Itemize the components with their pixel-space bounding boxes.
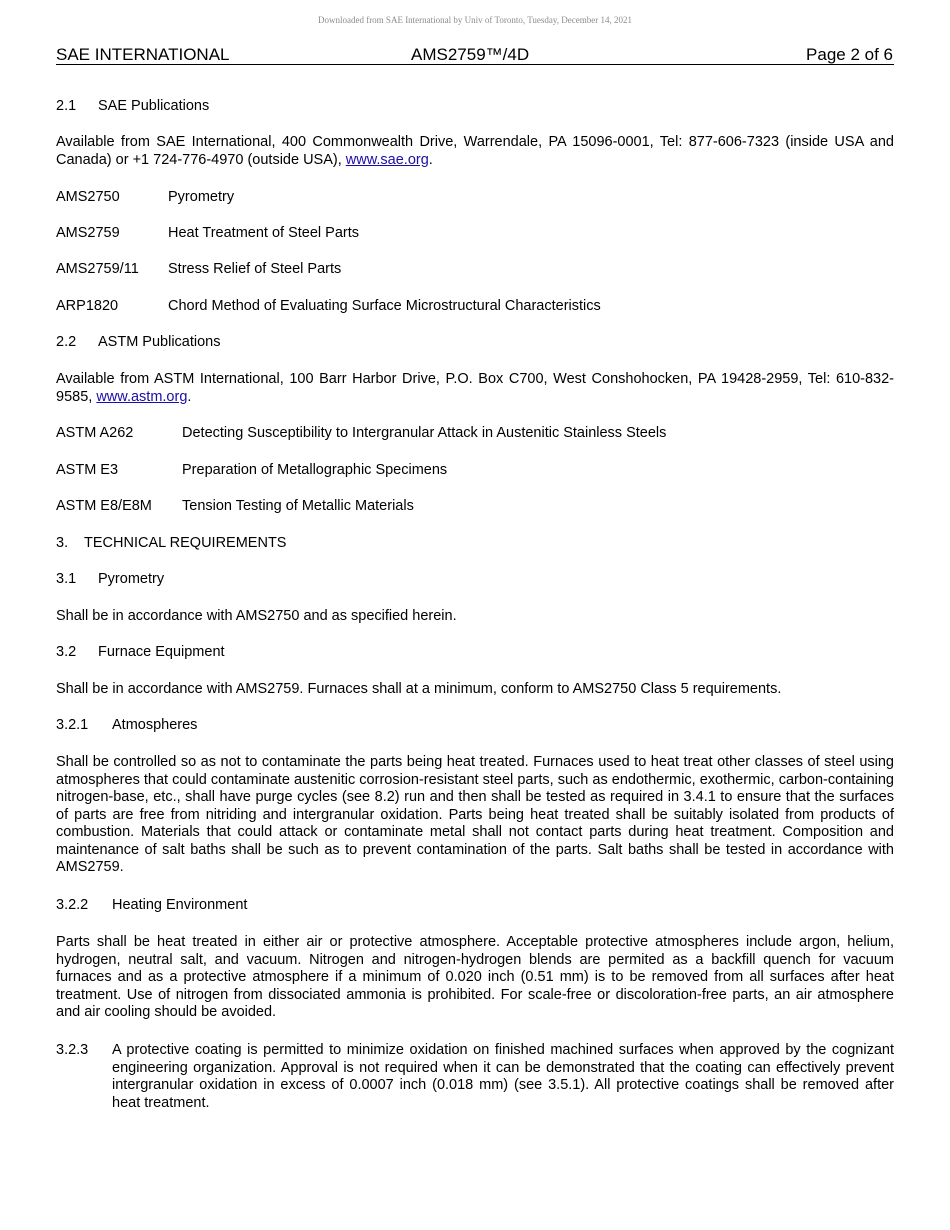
section-title: Atmospheres bbox=[112, 717, 198, 733]
header-rule bbox=[56, 64, 894, 65]
header-org: SAE INTERNATIONAL bbox=[56, 45, 230, 64]
section-number: 3.1 bbox=[56, 571, 77, 587]
section-3-2-3 bbox=[56, 1042, 894, 1112]
reference-title: Tension Testing of Metallic Materials bbox=[182, 498, 414, 514]
reference-row bbox=[56, 298, 894, 316]
astm-website-link[interactable]: www.astm.org bbox=[96, 388, 188, 405]
section-number: 3. bbox=[56, 535, 69, 551]
section-title: Heating Environment bbox=[112, 897, 248, 913]
reference-row bbox=[56, 261, 894, 279]
section-number: 2.1 bbox=[56, 98, 77, 114]
section-3-2-heading bbox=[56, 644, 894, 662]
reference-title: Heat Treatment of Steel Parts bbox=[168, 225, 360, 241]
reference-code: ASTM A262 bbox=[56, 425, 134, 441]
sae-website-link[interactable]: www.sae.org bbox=[345, 151, 429, 168]
section-number: 2.2 bbox=[56, 334, 77, 350]
section-3-2-1-body: Shall be controlled so as not to contaminate the parts being heat treated. Furnaces used to heat treat other classes of steel using atmospheres that could contaminate austenitic corrosion-resistant steel parts, such as endothermic, exothermic, carbon-containing nitrogen-base, etc., shall have purge cycles (see 8.2) run and then shall be tested as required in 3.4.1 to ensure that the surfaces of parts are free from nitriding and intergranular oxidation. Parts being heat treated shall be suitably isolated from products of combustion. Materials that could attack or contaminate metal shall not contact parts during heat treatment. Composition and maintenance of salt baths shall be such as to prevent contamination of the parts. Salt baths shall be tested in accordance with AMS2759. bbox=[56, 754, 894, 875]
section-number: 3.2.3 bbox=[56, 1042, 89, 1058]
section-title: SAE Publications bbox=[98, 98, 210, 114]
reference-code: ASTM E3 bbox=[56, 462, 119, 478]
section-title: Pyrometry bbox=[98, 571, 165, 587]
section-2-2-heading bbox=[56, 334, 894, 352]
header-doc-number: AMS2759™/4D bbox=[411, 45, 530, 64]
reference-row bbox=[56, 189, 894, 207]
section-3-2-body: Shall be in accordance with AMS2759. Furnaces shall at a minimum, conform to AMS2750 Class 5 requirements. bbox=[56, 681, 782, 697]
section-3-2-1-heading bbox=[56, 717, 894, 735]
reference-code: AMS2750 bbox=[56, 189, 120, 205]
section-3-heading bbox=[56, 535, 894, 553]
reference-row bbox=[56, 498, 894, 516]
reference-code: AMS2759/11 bbox=[56, 261, 139, 277]
section-3-2-2-body: Parts shall be heat treated in either air or protective atmosphere. Acceptable protective atmospheres include argon, helium, hydrogen, neutral salt, and vacuum. Nitrogen and nitrogen-hydrogen blends are permited as a backfill quench for vacuum furnaces and as a protective atmosphere if a minimum of 0.020 inch (0.51 mm) is to be removed from all surfaces after heat treatment. Use of nitrogen from dissociated ammonia is prohibited. For scale-free or discoloration-free parts, an air atmosphere and air cooling should be avoided. bbox=[56, 934, 894, 1020]
section-title: ASTM Publications bbox=[98, 334, 221, 350]
reference-code: AMS2759 bbox=[56, 225, 120, 241]
header-page-number: Page 2 of 6 bbox=[806, 45, 893, 64]
section-3-1-heading bbox=[56, 571, 894, 589]
reference-row bbox=[56, 462, 894, 480]
section-number: 3.2.1 bbox=[56, 717, 89, 733]
section-3-2-3-body: A protective coating is permitted to minimize oxidation on finished machined surfaces when approved by the cognizant engineering organization. Approval is not required when it can be demonstrated that the coating can effectively prevent intergranular oxidation in excess of 0.0007 inch (0.018 mm) (see 3.5.1). All protective coatings shall be removed after heat treatment. bbox=[112, 1042, 894, 1111]
astm-availability-paragraph: Available from ASTM International, 100 Barr Harbor Drive, P.O. Box C700, West Conshohocken, PA 19428-2959, Tel: 610-832-9585, www.astm.org. bbox=[56, 371, 894, 405]
sae-availability-paragraph: Available from SAE International, 400 Commonwealth Drive, Warrendale, PA 15096-0001, Tel: 877-606-7323 (inside USA and Canada) or +1 724-776-4970 (outside USA), www.sae.org. bbox=[56, 134, 894, 168]
reference-row bbox=[56, 425, 894, 443]
section-3-1-body: Shall be in accordance with AMS2750 and as specified herein. bbox=[56, 608, 457, 624]
reference-title: Preparation of Metallographic Specimens bbox=[182, 462, 448, 478]
reference-title: Chord Method of Evaluating Surface Microstructural Characteristics bbox=[168, 298, 601, 314]
section-title: TECHNICAL REQUIREMENTS bbox=[84, 535, 287, 551]
section-3-2-2-heading bbox=[56, 897, 894, 915]
section-title: Furnace Equipment bbox=[98, 644, 225, 660]
section-number: 3.2.2 bbox=[56, 897, 89, 913]
reference-code: ARP1820 bbox=[56, 298, 119, 314]
reference-row bbox=[56, 225, 894, 243]
reference-title: Pyrometry bbox=[168, 189, 235, 205]
download-watermark: Downloaded from SAE International by Univ of Toronto, Tuesday, December 14, 2021 bbox=[317, 15, 633, 25]
section-2-1-heading bbox=[56, 98, 894, 116]
reference-title: Detecting Susceptibility to Intergranular Attack in Austenitic Stainless Steels bbox=[182, 425, 667, 441]
reference-title: Stress Relief of Steel Parts bbox=[168, 261, 342, 277]
reference-code: ASTM E8/E8M bbox=[56, 498, 152, 514]
section-number: 3.2 bbox=[56, 644, 77, 660]
